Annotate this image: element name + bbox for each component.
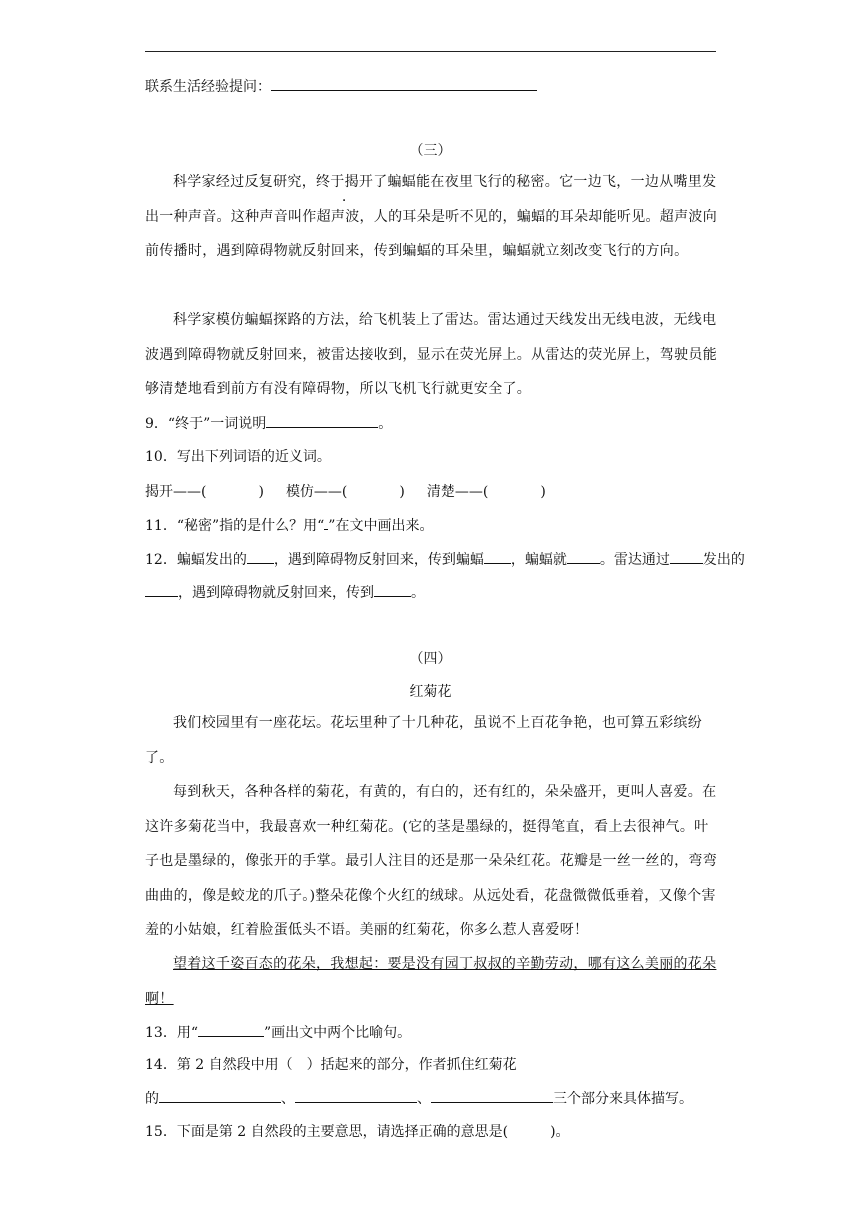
- question-10-words: 揭开——( ) 模仿——( ) 清楚——( ): [145, 484, 546, 500]
- question-9: 9．“终于”一词说明 。: [145, 412, 392, 433]
- q9-answer-blank[interactable]: [266, 412, 378, 428]
- q12-blank-2[interactable]: [484, 548, 511, 564]
- question-13: 13．用“ ”画出文中两个比喻句。: [145, 1021, 411, 1042]
- question-11: 11．“秘密”指的是什么？用“ ”在文中画出来。: [145, 514, 433, 535]
- life-experience-question: [145, 75, 537, 96]
- section-4-paragraph-1: 我们校园里有一座花坛。花坛里种了十几种花，虽说不上百花争艳，也可算五彩缤纷了。: [145, 715, 703, 766]
- q12-blank-3[interactable]: [567, 548, 600, 564]
- q14-blank-1[interactable]: [159, 1087, 281, 1103]
- passage-title: 红菊花: [409, 684, 452, 700]
- section-4-heading: （四）: [409, 651, 452, 667]
- question-14-line-2: 的 、 、 三个部分来具体描写。: [145, 1087, 693, 1108]
- emphasized-word: 终于: [316, 174, 345, 190]
- section-3-heading: （三）: [409, 143, 452, 159]
- underline-sample: [198, 1021, 264, 1037]
- question-10: 10．写出下列词语的近义词。: [145, 449, 331, 465]
- q14-blank-2[interactable]: [295, 1087, 417, 1103]
- section-4-paragraph-3: 望着这千姿百态的花朵，我想起：要是没有园丁叔叔的辛勤劳动，哪有这么美丽的花朵啊！: [145, 956, 717, 1007]
- question-15: 15．下面是第 2 自然段的主要意思，请选择正确的意思是( )。: [145, 1124, 570, 1140]
- question-14-line-1: 14．第 2 自然段中用（ ）括起来的部分，作者抓住红菊花: [145, 1057, 517, 1073]
- q12-blank-4[interactable]: [670, 548, 703, 564]
- section-3-paragraph-2: 科学家模仿蝙蝠探路的方法，给飞机装上了雷达。雷达通过天线发出无线电波，无线电波遇到障碍物就反射回来，被雷达接收到，显示在荧光屏上。从雷达的荧光屏上，驾驶员能够清楚地看到前方有没有障碍物，所以飞机飞行就更安全了。: [145, 312, 717, 397]
- word-jiekai: 揭开——(: [145, 484, 207, 500]
- top-divider: [145, 51, 716, 52]
- question-12-line-1: 12．蝙蝠发出的 ，遇到障碍物反射回来，传到蝙蝠 ，蝙蝠就 。雷达通过 发出的: [145, 548, 745, 569]
- word-qingchu: 清楚——(: [426, 484, 489, 500]
- section-3-paragraph-1: 科学家经过反复研究，终于揭开了蝙蝠能在夜里飞行的秘密。它一边飞，一边从嘴里发出一种声音。这种声音叫作超声波，人的耳朵是听不见的，蝙蝠的耳朵却能听见。超声波向前传播时，遇到障碍物就反射回来，传到蝙蝠的耳朵里，蝙蝠就立刻改变飞行的方向。: [145, 174, 717, 259]
- q12-blank-6[interactable]: [374, 581, 411, 597]
- answer-blank[interactable]: [271, 75, 537, 91]
- q12-blank-1[interactable]: [247, 548, 274, 564]
- word-mofang: 模仿——(: [285, 484, 348, 500]
- q14-blank-3[interactable]: [431, 1087, 553, 1103]
- question-label: 联系生活经验提问：: [145, 79, 271, 95]
- question-12-line-2: ，遇到障碍物就反射回来，传到 。: [145, 581, 425, 602]
- section-4-paragraph-2: 每到秋天，各种各样的菊花，有黄的，有白的，还有红的，朵朵盛开，更叫人喜爱。在这许多菊花当中，我最喜欢一种红菊花。(它的茎是墨绿的，挺得笔直，看上去很神气。叶子也是墨绿的，像张开的手掌。最引人注目的还是那一朵朵红花。花瓣是一丝一丝的，弯弯曲曲的，像是蛟龙的爪子。)整朵花像个火红的绒球。从远处看，花盘微微低垂着，又像个害羞的小姑娘，红着脸蛋低头不语。美丽的红菊花，你多么惹人喜爱呀！: [145, 784, 717, 938]
- q12-blank-5[interactable]: [145, 581, 178, 597]
